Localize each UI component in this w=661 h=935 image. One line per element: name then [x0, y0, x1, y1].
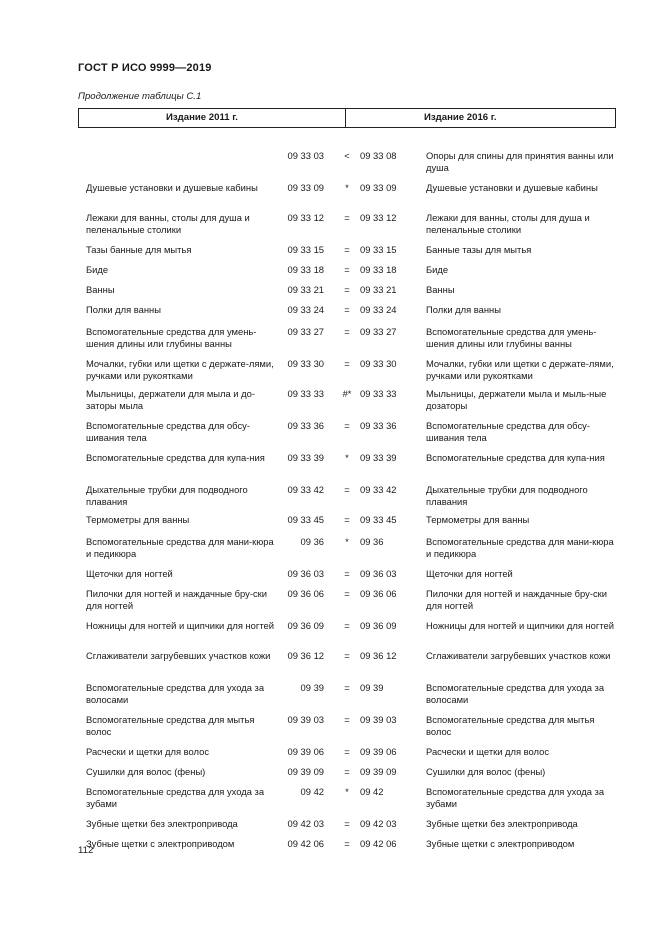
row-relation-symbol: =: [344, 714, 350, 725]
row-edition-2016-name: Вспомогательные средства для мытья волос: [426, 714, 595, 738]
row-code-2011: 09 33 09: [287, 182, 324, 193]
row-code-2011: 09 42 06: [287, 838, 324, 849]
row-relation-symbol: *: [345, 182, 349, 193]
row-code-2016: 09 36 06: [360, 588, 397, 599]
row-edition-2016-name: Сглаживатели загрубевших участков кожи: [426, 650, 611, 661]
row-code-2016: 09 33 09: [360, 182, 397, 193]
row-edition-2016-name: Вспомогательные средства для ухода за зубами: [426, 786, 605, 810]
row-code-2011: 09 33 36: [287, 420, 324, 431]
row-edition-2011-name: Дыхательные трубки для подводного плавания: [86, 484, 248, 508]
row-edition-2011-name: Щеточки для ногтей: [86, 568, 173, 579]
row-relation-symbol: =: [344, 420, 350, 431]
row-edition-2011-name: Зубные щетки с электроприводом: [86, 838, 235, 849]
row-code-2016: 09 33 39: [360, 452, 397, 463]
row-edition-2011-name: Сушилки для волос (фены): [86, 766, 206, 777]
row-edition-2016-name: Полки для ванны: [426, 304, 501, 315]
row-edition-2016-name: Пилочки для ногтей и наждачные бру-ски для ногтей: [426, 588, 607, 612]
row-edition-2011-name: Сглаживатели загрубевших участков кожи: [86, 650, 271, 661]
row-relation-symbol: *: [345, 452, 349, 463]
row-code-2016: 09 33 18: [360, 264, 397, 275]
row-relation-symbol: =: [344, 588, 350, 599]
row-relation-symbol: =: [344, 358, 350, 369]
row-code-2016: 09 33 21: [360, 284, 397, 295]
row-relation-symbol: =: [344, 568, 350, 579]
row-relation-symbol: <: [344, 150, 350, 161]
row-relation-symbol: =: [344, 620, 350, 631]
row-edition-2011-name: Лежаки для ванны, столы для душа и пеленальные столики: [86, 212, 250, 236]
row-code-2011: 09 39: [300, 682, 324, 693]
row-edition-2016-name: Щеточки для ногтей: [426, 568, 513, 579]
row-edition-2011-name: Тазы банные для мытья: [86, 244, 192, 255]
row-edition-2016-name: Сушилки для волос (фены): [426, 766, 546, 777]
row-edition-2011-name: Вспомогательные средства для купа-ния: [86, 452, 265, 463]
row-code-2016: 09 33 08: [360, 150, 397, 161]
row-edition-2016-name: Опоры для спины для принятия ванны или душа: [426, 150, 614, 174]
row-relation-symbol: =: [344, 650, 350, 661]
row-code-2011: 09 36 12: [287, 650, 324, 661]
row-edition-2011-name: Ванны: [86, 284, 115, 295]
row-edition-2011-name: Ножницы для ногтей и щипчики для ногтей: [86, 620, 274, 631]
row-code-2016: 09 36 09: [360, 620, 397, 631]
row-edition-2016-name: Душевые установки и душевые кабины: [426, 182, 598, 193]
row-edition-2016-name: Ножницы для ногтей и щипчики для ногтей: [426, 620, 614, 631]
row-code-2016: 09 33 36: [360, 420, 397, 431]
row-code-2011: 09 36 03: [287, 568, 324, 579]
row-edition-2011-name: Вспомогательные средства для обсу-шивания тела: [86, 420, 250, 444]
row-edition-2011-name: Душевые установки и душевые кабины: [86, 182, 258, 193]
row-edition-2016-name: Расчески и щетки для волос: [426, 746, 550, 757]
row-code-2011: 09 33 27: [287, 326, 324, 337]
row-edition-2011-name: Вспомогательные средства для мытья волос: [86, 714, 255, 738]
row-code-2016: 09 33 27: [360, 326, 397, 337]
row-relation-symbol: =: [344, 284, 350, 295]
row-edition-2016-name: Мыльницы, держатели мыла и мыль-ные дозаторы: [426, 388, 607, 412]
row-relation-symbol: =: [344, 244, 350, 255]
row-code-2011: 09 33 30: [287, 358, 324, 369]
row-code-2011: 09 33 45: [287, 514, 324, 525]
row-code-2016: 09 33 15: [360, 244, 397, 255]
row-relation-symbol: =: [344, 818, 350, 829]
row-relation-symbol: *: [345, 536, 349, 547]
row-code-2011: 09 36 09: [287, 620, 324, 631]
row-code-2011: 09 33 21: [287, 284, 324, 295]
row-edition-2016-name: Вспомогательные средства для купа-ния: [426, 452, 605, 463]
row-edition-2016-name: Вспомогательные средства для мани-кюра и педикюра: [426, 536, 614, 560]
row-code-2011: 09 33 03: [287, 150, 324, 161]
row-code-2011: 09 39 03: [287, 714, 324, 725]
row-relation-symbol: =: [344, 838, 350, 849]
row-edition-2016-name: Термометры для ванны: [426, 514, 530, 525]
row-code-2016: 09 42 03: [360, 818, 397, 829]
row-relation-symbol: =: [344, 212, 350, 223]
row-edition-2016-name: Ванны: [426, 284, 455, 295]
row-edition-2011-name: Пилочки для ногтей и наждачные бру-ски для ногтей: [86, 588, 267, 612]
row-code-2016: 09 42: [360, 786, 384, 797]
row-edition-2011-name: Вспомогательные средства для умень-шения длины или глубины ванны: [86, 326, 257, 350]
row-code-2011: 09 33 12: [287, 212, 324, 223]
row-edition-2011-name: Расчески и щетки для волос: [86, 746, 210, 757]
document-title: ГОСТ Р ИСО 9999—2019: [78, 62, 212, 74]
row-edition-2016-name: Зубные щетки с электроприводом: [426, 838, 575, 849]
row-code-2016: 09 33 45: [360, 514, 397, 525]
row-code-2011: 09 36 06: [287, 588, 324, 599]
row-edition-2011-name: Мочалки, губки или щетки с держате-лями, ручками или рукоятками: [86, 358, 274, 382]
row-edition-2011-name: Зубные щетки без электропривода: [86, 818, 238, 829]
row-relation-symbol: =: [344, 304, 350, 315]
row-edition-2011-name: Вспомогательные средства для мани-кюра и педикюра: [86, 536, 274, 560]
row-edition-2016-name: Вспомогательные средства для ухода за волосами: [426, 682, 605, 706]
row-code-2016: 09 39 06: [360, 746, 397, 757]
row-code-2011: 09 33 33: [287, 388, 324, 399]
row-code-2016: 09 39: [360, 682, 384, 693]
row-edition-2016-name: Мочалки, губки или щетки с держате-лями, ручками или рукоятками: [426, 358, 614, 382]
row-code-2011: 09 39 06: [287, 746, 324, 757]
row-code-2011: 09 36: [300, 536, 324, 547]
row-code-2011: 09 42 03: [287, 818, 324, 829]
row-code-2011: 09 42: [300, 786, 324, 797]
row-edition-2016-name: Вспомогательные средства для умень-шения длины или глубины ванны: [426, 326, 597, 350]
row-code-2016: 09 36: [360, 536, 384, 547]
header-edition-2011: Издание 2011 г.: [78, 109, 346, 127]
row-code-2011: 09 33 42: [287, 484, 324, 495]
table-caption: Продолжение таблицы С.1: [78, 91, 202, 102]
row-edition-2016-name: Биде: [426, 264, 449, 275]
row-relation-symbol: =: [344, 514, 350, 525]
row-edition-2016-name: Зубные щетки без электропривода: [426, 818, 578, 829]
row-relation-symbol: =: [344, 746, 350, 757]
row-code-2016: 09 36 12: [360, 650, 397, 661]
row-edition-2011-name: Вспомогательные средства для ухода за зубами: [86, 786, 265, 810]
row-relation-symbol: =: [344, 766, 350, 777]
row-code-2016: 09 33 12: [360, 212, 397, 223]
row-relation-symbol: =: [344, 264, 350, 275]
row-edition-2011-name: Биде: [86, 264, 109, 275]
row-code-2016: 09 33 24: [360, 304, 397, 315]
row-code-2016: 09 33 30: [360, 358, 397, 369]
row-code-2016: 09 36 03: [360, 568, 397, 579]
row-relation-symbol: =: [344, 326, 350, 337]
row-relation-symbol: =: [344, 682, 350, 693]
row-code-2016: 09 39 09: [360, 766, 397, 777]
row-edition-2016-name: Лежаки для ванны, столы для душа и пеленальные столики: [426, 212, 590, 236]
table-header: [78, 108, 616, 128]
header-edition-2016: Издание 2016 г.: [346, 109, 616, 127]
row-edition-2016-name: Дыхательные трубки для подводного плавания: [426, 484, 588, 508]
row-code-2011: 09 33 39: [287, 452, 324, 463]
comparison-table: [78, 108, 616, 849]
row-code-2016: 09 33 42: [360, 484, 397, 495]
row-code-2016: 09 39 03: [360, 714, 397, 725]
row-code-2016: 09 33 33: [360, 388, 397, 399]
row-code-2011: 09 33 15: [287, 244, 324, 255]
row-relation-symbol: *: [345, 786, 349, 797]
row-edition-2011-name: Термометры для ванны: [86, 514, 190, 525]
row-code-2016: 09 42 06: [360, 838, 397, 849]
row-code-2011: 09 33 24: [287, 304, 324, 315]
row-edition-2016-name: Вспомогательные средства для обсу-шивания тела: [426, 420, 590, 444]
row-relation-symbol: =: [344, 484, 350, 495]
page-number: 112: [78, 845, 94, 856]
row-edition-2011-name: Полки для ванны: [86, 304, 161, 315]
row-edition-2011-name: Мыльницы, держатели для мыла и до-заторы мыла: [86, 388, 255, 412]
row-edition-2016-name: Банные тазы для мытья: [426, 244, 532, 255]
row-relation-symbol: #*: [342, 388, 352, 399]
row-edition-2011-name: Вспомогательные средства для ухода за волосами: [86, 682, 265, 706]
row-code-2011: 09 39 09: [287, 766, 324, 777]
row-code-2011: 09 33 18: [287, 264, 324, 275]
